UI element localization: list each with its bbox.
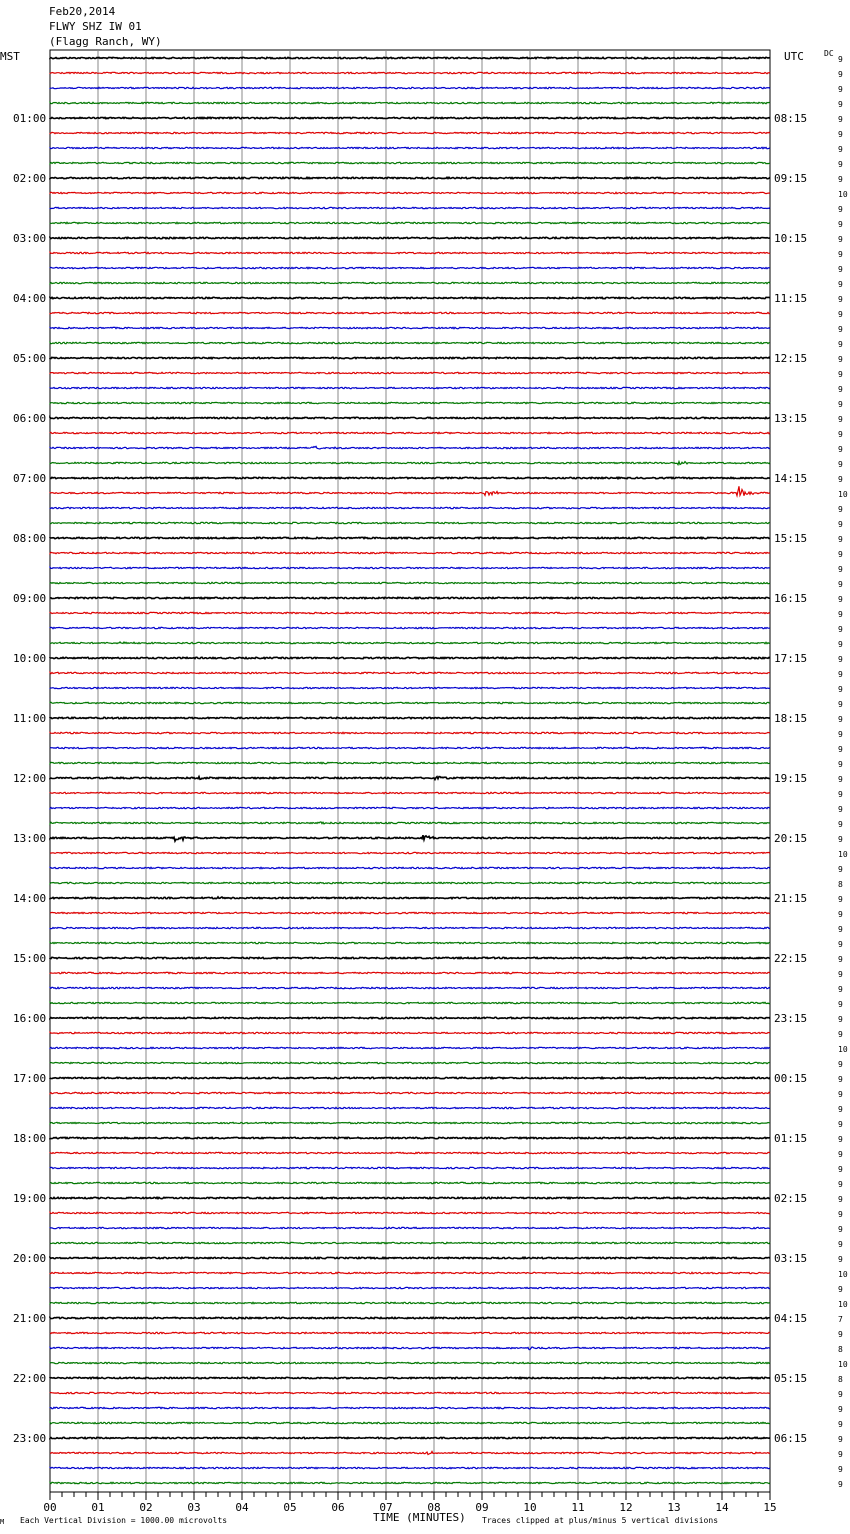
dc-offset-label: 9 — [838, 1015, 843, 1024]
utc-hour-label: 09:15 — [774, 172, 808, 185]
utc-hour-label: 23:15 — [774, 1012, 808, 1025]
dc-offset-label: 9 — [838, 1405, 843, 1414]
dc-offset-label: 9 — [838, 1165, 843, 1174]
trace-line — [50, 1017, 770, 1018]
x-tick-label: 05 — [283, 1501, 297, 1514]
dc-offset-label: 9 — [838, 655, 843, 664]
utc-hour-label: 11:15 — [774, 292, 808, 305]
mst-hour-label: 14:00 — [13, 892, 47, 905]
trace-line — [50, 597, 770, 598]
trace-line — [50, 537, 770, 538]
x-tick-label: 13 — [667, 1501, 681, 1514]
trace-line — [50, 687, 770, 688]
x-tick-label: 00 — [43, 1501, 57, 1514]
mst-hour-label: 20:00 — [13, 1252, 47, 1265]
dc-offset-label: 9 — [838, 100, 843, 109]
dc-offset-label: 9 — [838, 85, 843, 94]
dc-offset-label: 9 — [838, 865, 843, 874]
dc-offset-label: 9 — [838, 145, 843, 154]
x-tick-label: 10 — [523, 1501, 537, 1514]
dc-offset-label: 9 — [838, 310, 843, 319]
dc-offset-label: 9 — [838, 1225, 843, 1234]
header-date: Feb20,2014 — [49, 5, 116, 18]
trace-line — [50, 1317, 770, 1318]
trace-line — [50, 1362, 770, 1363]
dc-offset-label: 9 — [838, 1030, 843, 1039]
trace-line — [50, 342, 770, 343]
trace-line — [50, 732, 770, 733]
dc-offset-label: 9 — [838, 1420, 843, 1429]
dc-offset-label: 10 — [838, 190, 848, 199]
trace-line — [50, 162, 770, 163]
trace-line — [50, 567, 770, 568]
dc-offset-label: 9 — [838, 1465, 843, 1474]
trace-line — [50, 1002, 770, 1003]
dc-offset-label: 9 — [838, 445, 843, 454]
utc-hour-label: 20:15 — [774, 832, 808, 845]
dc-offset-label: 9 — [838, 355, 843, 364]
dc-offset-label: 9 — [838, 835, 843, 844]
dc-offset-label: 9 — [838, 1105, 843, 1114]
dc-offset-label: 9 — [838, 55, 843, 64]
trace-line — [50, 657, 770, 658]
dc-offset-label: 9 — [838, 1090, 843, 1099]
dc-offset-label: 9 — [838, 280, 843, 289]
trace-line — [50, 1302, 770, 1303]
dc-offset-label: 9 — [838, 1210, 843, 1219]
trace-line — [50, 1047, 770, 1048]
trace-line — [50, 522, 770, 523]
trace-line — [50, 72, 770, 73]
trace-line — [50, 835, 770, 841]
trace-line — [50, 1377, 770, 1378]
dc-offset-label: 10 — [838, 490, 848, 499]
dc-offset-label: 9 — [838, 670, 843, 679]
dc-offset-label: 9 — [838, 1180, 843, 1189]
trace-line — [50, 942, 770, 943]
dc-offset-label: 9 — [838, 610, 843, 619]
dc-offset-label: 9 — [838, 700, 843, 709]
dc-offset-label: 9 — [838, 265, 843, 274]
mst-hour-label: 05:00 — [13, 352, 47, 365]
dc-offset-label: 9 — [838, 955, 843, 964]
utc-hour-label: 16:15 — [774, 592, 808, 605]
trace-line — [50, 1107, 770, 1108]
trace-line — [50, 1451, 770, 1454]
dc-offset-label: 9 — [838, 1000, 843, 1009]
mst-hour-label: 23:00 — [13, 1432, 47, 1445]
mst-hour-label: 07:00 — [13, 472, 47, 485]
dc-offset-label: 9 — [838, 1330, 843, 1339]
utc-hour-label: 00:15 — [774, 1072, 808, 1085]
dc-offset-label: 9 — [838, 625, 843, 634]
dc-offset-label: 9 — [838, 985, 843, 994]
trace-line — [50, 897, 770, 899]
mst-hour-label: 08:00 — [13, 532, 47, 545]
x-tick-label: 14 — [715, 1501, 729, 1514]
x-tick-label: 03 — [187, 1501, 201, 1514]
trace-line — [50, 1092, 770, 1093]
mst-hour-label: 04:00 — [13, 292, 47, 305]
trace-line — [50, 1137, 770, 1138]
trace-line — [50, 972, 770, 973]
mst-hour-label: 10:00 — [13, 652, 47, 665]
trace-line — [50, 1287, 770, 1288]
dc-offset-label: 9 — [838, 70, 843, 79]
dc-offset-label: 9 — [838, 535, 843, 544]
utc-hour-label: 22:15 — [774, 952, 808, 965]
x-tick-label: 15 — [763, 1501, 777, 1514]
mst-hour-label: 22:00 — [13, 1372, 47, 1385]
dc-offset-label: 9 — [838, 790, 843, 799]
x-tick-label: 09 — [475, 1501, 489, 1514]
dc-offset-label: 8 — [838, 1345, 843, 1354]
dc-offset-label: 9 — [838, 1195, 843, 1204]
x-axis-label: TIME (MINUTES) — [373, 1511, 466, 1524]
dc-offset-label: 9 — [838, 370, 843, 379]
dc-offset-label: 9 — [838, 1435, 843, 1444]
dc-offset-label: 9 — [838, 385, 843, 394]
dc-offset-label: 9 — [838, 775, 843, 784]
trace-line — [50, 372, 770, 373]
x-tick-label: 08 — [427, 1501, 441, 1514]
utc-hour-label: 05:15 — [774, 1372, 808, 1385]
trace-line — [50, 1257, 770, 1258]
header-station: FLWY SHZ IW 01 — [49, 20, 142, 33]
trace-line — [50, 462, 770, 465]
utc-hour-label: 19:15 — [774, 772, 808, 785]
mst-hour-label: 03:00 — [13, 232, 47, 245]
right-axis-title: UTC — [784, 50, 804, 63]
dc-offset-label: 8 — [838, 880, 843, 889]
dc-offset-label: 9 — [838, 1075, 843, 1084]
dc-offset-label: 9 — [838, 1120, 843, 1129]
trace-line — [50, 1227, 770, 1228]
trace-line — [50, 792, 770, 793]
trace-line — [50, 477, 770, 478]
x-tick-label: 04 — [235, 1501, 249, 1514]
utc-hour-label: 13:15 — [774, 412, 808, 425]
x-tick-label: 12 — [619, 1501, 633, 1514]
dc-offset-label: 9 — [838, 235, 843, 244]
trace-line — [50, 312, 770, 313]
left-axis-title: MST — [0, 50, 20, 63]
mst-hour-label: 06:00 — [13, 412, 47, 425]
dc-offset-label: 9 — [838, 820, 843, 829]
mst-hour-label: 01:00 — [13, 112, 47, 125]
trace-line — [50, 282, 770, 283]
utc-hour-label: 06:15 — [774, 1432, 808, 1445]
dc-offset-label: 9 — [838, 505, 843, 514]
dc-offset-label: 9 — [838, 1150, 843, 1159]
dc-offset-label: 9 — [838, 565, 843, 574]
x-tick-label: 02 — [139, 1501, 153, 1514]
trace-line — [50, 357, 770, 358]
utc-hour-label: 21:15 — [774, 892, 808, 905]
dc-offset-label: 9 — [838, 460, 843, 469]
dc-offset-label: 9 — [838, 295, 843, 304]
mst-hour-label: 13:00 — [13, 832, 47, 845]
dc-offset-label: 10 — [838, 1300, 848, 1309]
trace-line — [50, 717, 770, 718]
trace-line — [50, 987, 770, 988]
dc-offset-label: 9 — [838, 1480, 843, 1489]
mst-hour-label: 21:00 — [13, 1312, 47, 1325]
dc-offset-label: 9 — [838, 715, 843, 724]
trace-line — [50, 1422, 770, 1423]
dc-offset-label: 9 — [838, 160, 843, 169]
dc-offset-label: 9 — [838, 895, 843, 904]
trace-line — [50, 1407, 770, 1408]
utc-hour-label: 18:15 — [774, 712, 808, 725]
dc-offset-label: 9 — [838, 805, 843, 814]
dc-offset-label: 9 — [838, 640, 843, 649]
mst-hour-label: 09:00 — [13, 592, 47, 605]
trace-line — [50, 297, 770, 298]
dc-offset-label: 9 — [838, 910, 843, 919]
dc-offset-label: 10 — [838, 850, 848, 859]
mst-hour-label: 18:00 — [13, 1132, 47, 1145]
trace-line — [50, 1197, 770, 1198]
dc-offset-label: 9 — [838, 1255, 843, 1264]
dc-offset-label: 10 — [838, 1270, 848, 1279]
dc-offset-label: 9 — [838, 130, 843, 139]
trace-line — [50, 1212, 770, 1213]
trace-line — [50, 1467, 770, 1468]
trace-line — [50, 807, 770, 808]
trace-line — [50, 612, 770, 613]
trace-line — [50, 222, 770, 223]
utc-hour-label: 01:15 — [774, 1132, 808, 1145]
plot-frame — [50, 50, 770, 1492]
dc-offset-label: 9 — [838, 400, 843, 409]
dc-offset-label: 9 — [838, 1450, 843, 1459]
trace-line — [50, 117, 770, 118]
dc-offset-label: 9 — [838, 730, 843, 739]
trace-line — [50, 432, 770, 433]
trace-line — [50, 132, 770, 133]
utc-hour-label: 03:15 — [774, 1252, 808, 1265]
trace-line — [50, 237, 770, 238]
dc-offset-label: 10 — [838, 1045, 848, 1054]
utc-hour-label: 02:15 — [774, 1192, 808, 1205]
trace-line — [50, 1347, 770, 1350]
utc-hour-label: 08:15 — [774, 112, 808, 125]
trace-line — [50, 642, 770, 644]
trace-line — [50, 417, 770, 418]
clip-note: Traces clipped at plus/minus 5 vertical divisions — [482, 1516, 719, 1525]
dc-offset-label: 9 — [838, 415, 843, 424]
dc-offset-label: 9 — [838, 430, 843, 439]
trace-line — [50, 927, 770, 928]
trace-line — [50, 1167, 770, 1168]
trace-line — [50, 672, 770, 673]
trace-line — [50, 882, 770, 883]
mst-hour-label: 17:00 — [13, 1072, 47, 1085]
trace-line — [50, 1182, 770, 1183]
dc-offset-label: 9 — [838, 520, 843, 529]
dc-offset-label: 9 — [838, 970, 843, 979]
trace-line — [50, 777, 770, 780]
trace-line — [50, 762, 770, 763]
dc-offset-label: 9 — [838, 1390, 843, 1399]
dc-offset-label: 9 — [838, 685, 843, 694]
dc-offset-label: 7 — [838, 1315, 843, 1324]
dc-offset-label: 9 — [838, 925, 843, 934]
corner-mark: M — [0, 1518, 5, 1526]
dc-offset-label: 9 — [838, 760, 843, 769]
trace-line — [50, 1437, 770, 1438]
trace-line — [50, 387, 770, 388]
dc-offset-label: 9 — [838, 205, 843, 214]
trace-line — [50, 327, 770, 328]
trace-line — [50, 207, 770, 208]
dc-offset-label: 9 — [838, 340, 843, 349]
dc-offset-label: 9 — [838, 220, 843, 229]
dc-offset-label: 9 — [838, 115, 843, 124]
dc-offset-label: 9 — [838, 175, 843, 184]
mst-hour-label: 02:00 — [13, 172, 47, 185]
trace-line — [50, 446, 770, 449]
x-tick-label: 07 — [379, 1501, 393, 1514]
mst-hour-label: 15:00 — [13, 952, 47, 965]
trace-line — [50, 1392, 770, 1393]
dc-offset-label: 9 — [838, 580, 843, 589]
trace-line — [50, 87, 770, 88]
trace-line — [50, 177, 770, 178]
header-location: (Flagg Ranch, WY) — [49, 35, 162, 48]
trace-line — [50, 102, 770, 103]
trace-line — [50, 1332, 770, 1333]
x-tick-label: 06 — [331, 1501, 345, 1514]
dc-offset-label: 9 — [838, 550, 843, 559]
dc-offset-label: 9 — [838, 595, 843, 604]
trace-line — [50, 852, 770, 853]
utc-hour-label: 12:15 — [774, 352, 808, 365]
x-tick-label: 01 — [91, 1501, 105, 1514]
dc-offset-label: 8 — [838, 1375, 843, 1384]
trace-line — [50, 957, 770, 958]
trace-line — [50, 822, 770, 824]
scale-note: Each Vertical Division = 1000.00 microvolts — [20, 1516, 228, 1525]
dc-offset-label: 9 — [838, 745, 843, 754]
utc-hour-label: 17:15 — [774, 652, 808, 665]
trace-line — [50, 1032, 770, 1033]
trace-line — [50, 486, 770, 495]
trace-line — [50, 747, 770, 748]
mst-hour-label: 19:00 — [13, 1192, 47, 1205]
utc-hour-label: 15:15 — [774, 532, 808, 545]
mst-hour-label: 11:00 — [13, 712, 47, 725]
trace-line — [50, 1062, 770, 1063]
trace-line — [50, 1122, 770, 1123]
mst-hour-label: 12:00 — [13, 772, 47, 785]
trace-line — [50, 702, 770, 703]
dc-offset-label: 9 — [838, 250, 843, 259]
dc-offset-label: 9 — [838, 475, 843, 484]
trace-line — [50, 582, 770, 583]
dc-offset-label: 9 — [838, 940, 843, 949]
trace-line — [50, 1272, 770, 1273]
utc-hour-label: 10:15 — [774, 232, 808, 245]
trace-line — [50, 1242, 770, 1243]
trace-line — [50, 267, 770, 268]
trace-line — [50, 507, 770, 508]
trace-line — [50, 552, 770, 553]
utc-hour-label: 14:15 — [774, 472, 808, 485]
dc-offset-label: 9 — [838, 1135, 843, 1144]
trace-line — [50, 627, 770, 628]
mst-hour-label: 16:00 — [13, 1012, 47, 1025]
utc-hour-label: 04:15 — [774, 1312, 808, 1325]
trace-line — [50, 867, 770, 868]
trace-line — [50, 912, 770, 913]
dc-offset-label: 9 — [838, 1060, 843, 1069]
dc-offset-label: 9 — [838, 325, 843, 334]
dc-offset-label: 10 — [838, 1360, 848, 1369]
trace-line — [50, 1077, 770, 1078]
dc-offset-label: 9 — [838, 1285, 843, 1294]
dc-title: DC — [824, 49, 834, 58]
trace-line — [50, 252, 770, 253]
trace-line — [50, 192, 770, 193]
dc-offset-label: 9 — [838, 1240, 843, 1249]
trace-line — [50, 1482, 770, 1483]
trace-line — [50, 147, 770, 148]
x-tick-label: 11 — [571, 1501, 585, 1514]
trace-line — [50, 402, 770, 403]
trace-line — [50, 1152, 770, 1153]
trace-line — [50, 57, 770, 58]
